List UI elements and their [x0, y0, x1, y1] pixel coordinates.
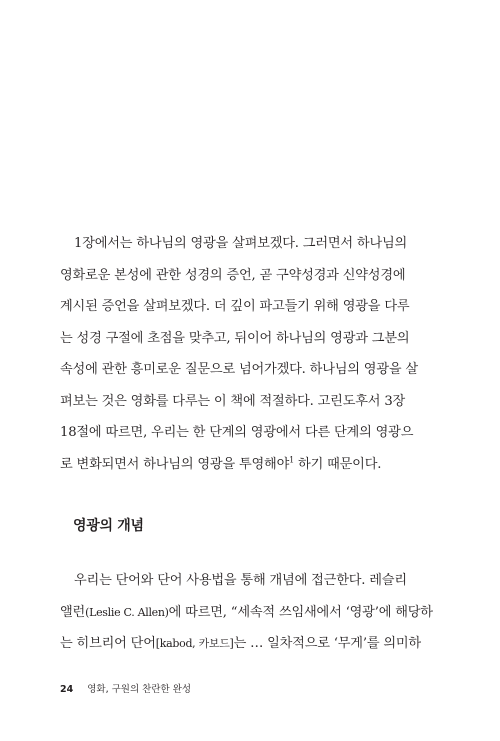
text-line: 영화로운 본성에 관한 성경의 증언, 곧 구약성경과 신약성경에 — [60, 267, 406, 283]
text-line-fragment: 에 따르면, “세속적 쓰임새에서 ‘영광’에 해당하 — [168, 604, 433, 620]
author-latin-name: (Leslie C. Allen) — [85, 605, 169, 619]
footnote-marker[interactable]: 1 — [289, 455, 295, 465]
text-line — [60, 628, 440, 660]
text-line: 는 성경 구절에 초점을 맞추고, 뒤이어 하나님의 영광과 그분의 — [60, 330, 410, 346]
page-footer — [60, 683, 191, 697]
text-line: 18절에 따르면, 우리는 한 단계의 영광에서 다른 단계의 영광으 — [60, 425, 414, 440]
text-line — [60, 597, 440, 629]
text-line: 1장에서는 하나님의 영광을 살펴보겠다. 그러면서 하나님의 — [74, 236, 408, 251]
text-line: 계시된 증언을 살펴보겠다. 더 깊이 파고들기 위해 영광을 다루 — [60, 299, 410, 314]
text-line-fragment: 는 … 일차적으로 ‘무게’를 의미하 — [233, 636, 421, 651]
text-line-fragment: 는 히브리어 단어 — [60, 636, 156, 651]
text-line: 우리는 단어와 단어 사용법을 통해 개념에 접근한다. 레슬리 — [74, 573, 407, 588]
page-number: 24 — [60, 684, 74, 695]
text-line: 펴보는 것은 영화를 다루는 이 책에 적절하다. 고린도후서 3장 — [60, 393, 406, 409]
hebrew-term: [kabod, 카보드] — [155, 637, 234, 650]
running-title: 영화, 구원의 찬란한 완성 — [87, 684, 192, 695]
paragraph-intro — [60, 228, 440, 480]
text-line-fragment: 앨런 — [60, 604, 86, 620]
text-line-fragment: 하기 때문이다. — [298, 456, 382, 472]
text-line — [60, 449, 440, 481]
section-heading: 영광의 개념 — [73, 518, 144, 534]
text-line: 속성에 관한 흥미로운 질문으로 넘어가겠다. 하나님의 영광을 살 — [60, 362, 418, 377]
paragraph-concept — [60, 565, 440, 660]
text-line-fragment: 로 변화되면서 하나님의 영광을 투영해야 — [60, 456, 290, 472]
